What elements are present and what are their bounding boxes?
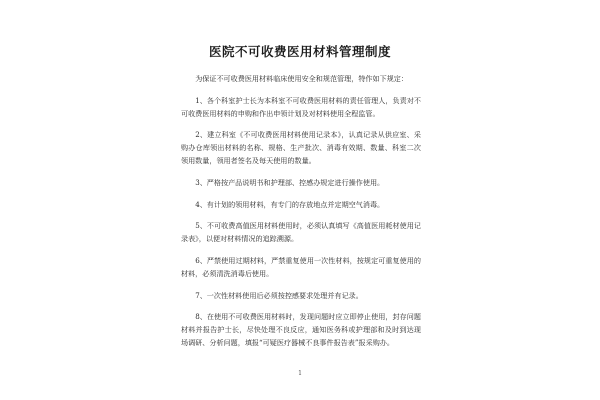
document-title: 医院不可收费医用材料管理制度 [208, 44, 391, 59]
intro-paragraph: 为保证不可收费医用材料临床使用安全和规范管理，特作如下规定： [195, 74, 408, 83]
document-body [181, 72, 421, 358]
page-number: 1 [298, 370, 302, 377]
rule-item-4: 4、有计划的领用材料，有专门的存放地点并定期空气消毒。 [195, 199, 385, 209]
rule-item-5: 5、不可收费高值医用材料使用时，必须认真填写《高值医用耗材使用记录表》，以便对材料情况的追踪溯源。 [181, 221, 421, 244]
rule-item-1: 1、各个科室护士长为本科室不可收费医用材料的责任管理人，负责对不可收费医用材料的申购和作出申领计划及对材料使用全程监管。 [181, 95, 421, 118]
rule-item-3: 3、严格按产品说明书和护理部、控感办规定进行操作使用。 [195, 178, 385, 188]
rule-item-2: 2、建立科室《不可收费医用材料使用记录本》，认真记录从供应室、采购办仓库领出材料的名称、规格、生产批次、消毒有效期、数量、科室二次领用数量，领用者签名及每天使用的数量。 [181, 130, 421, 166]
rule-item-7: 7、一次性材料使用后必须按控感要求处理并有记录。 [195, 290, 363, 300]
rule-item-6: 6、严禁使用过期材料，严禁重复使用一次性材料，按规定可重复使用的材料，必须清洗消毒后使用。 [181, 255, 421, 279]
rule-item-8: 8、在使用不可收费医用材料时，发现问题时应立即停止使用，封存问题材料并报告护士长，尽快处理不良反应，通知医务科或护理部和及时到达现场调研、分析问题，填报“可疑医疗器械不良事件报告表”报采购办。 [181, 312, 421, 348]
